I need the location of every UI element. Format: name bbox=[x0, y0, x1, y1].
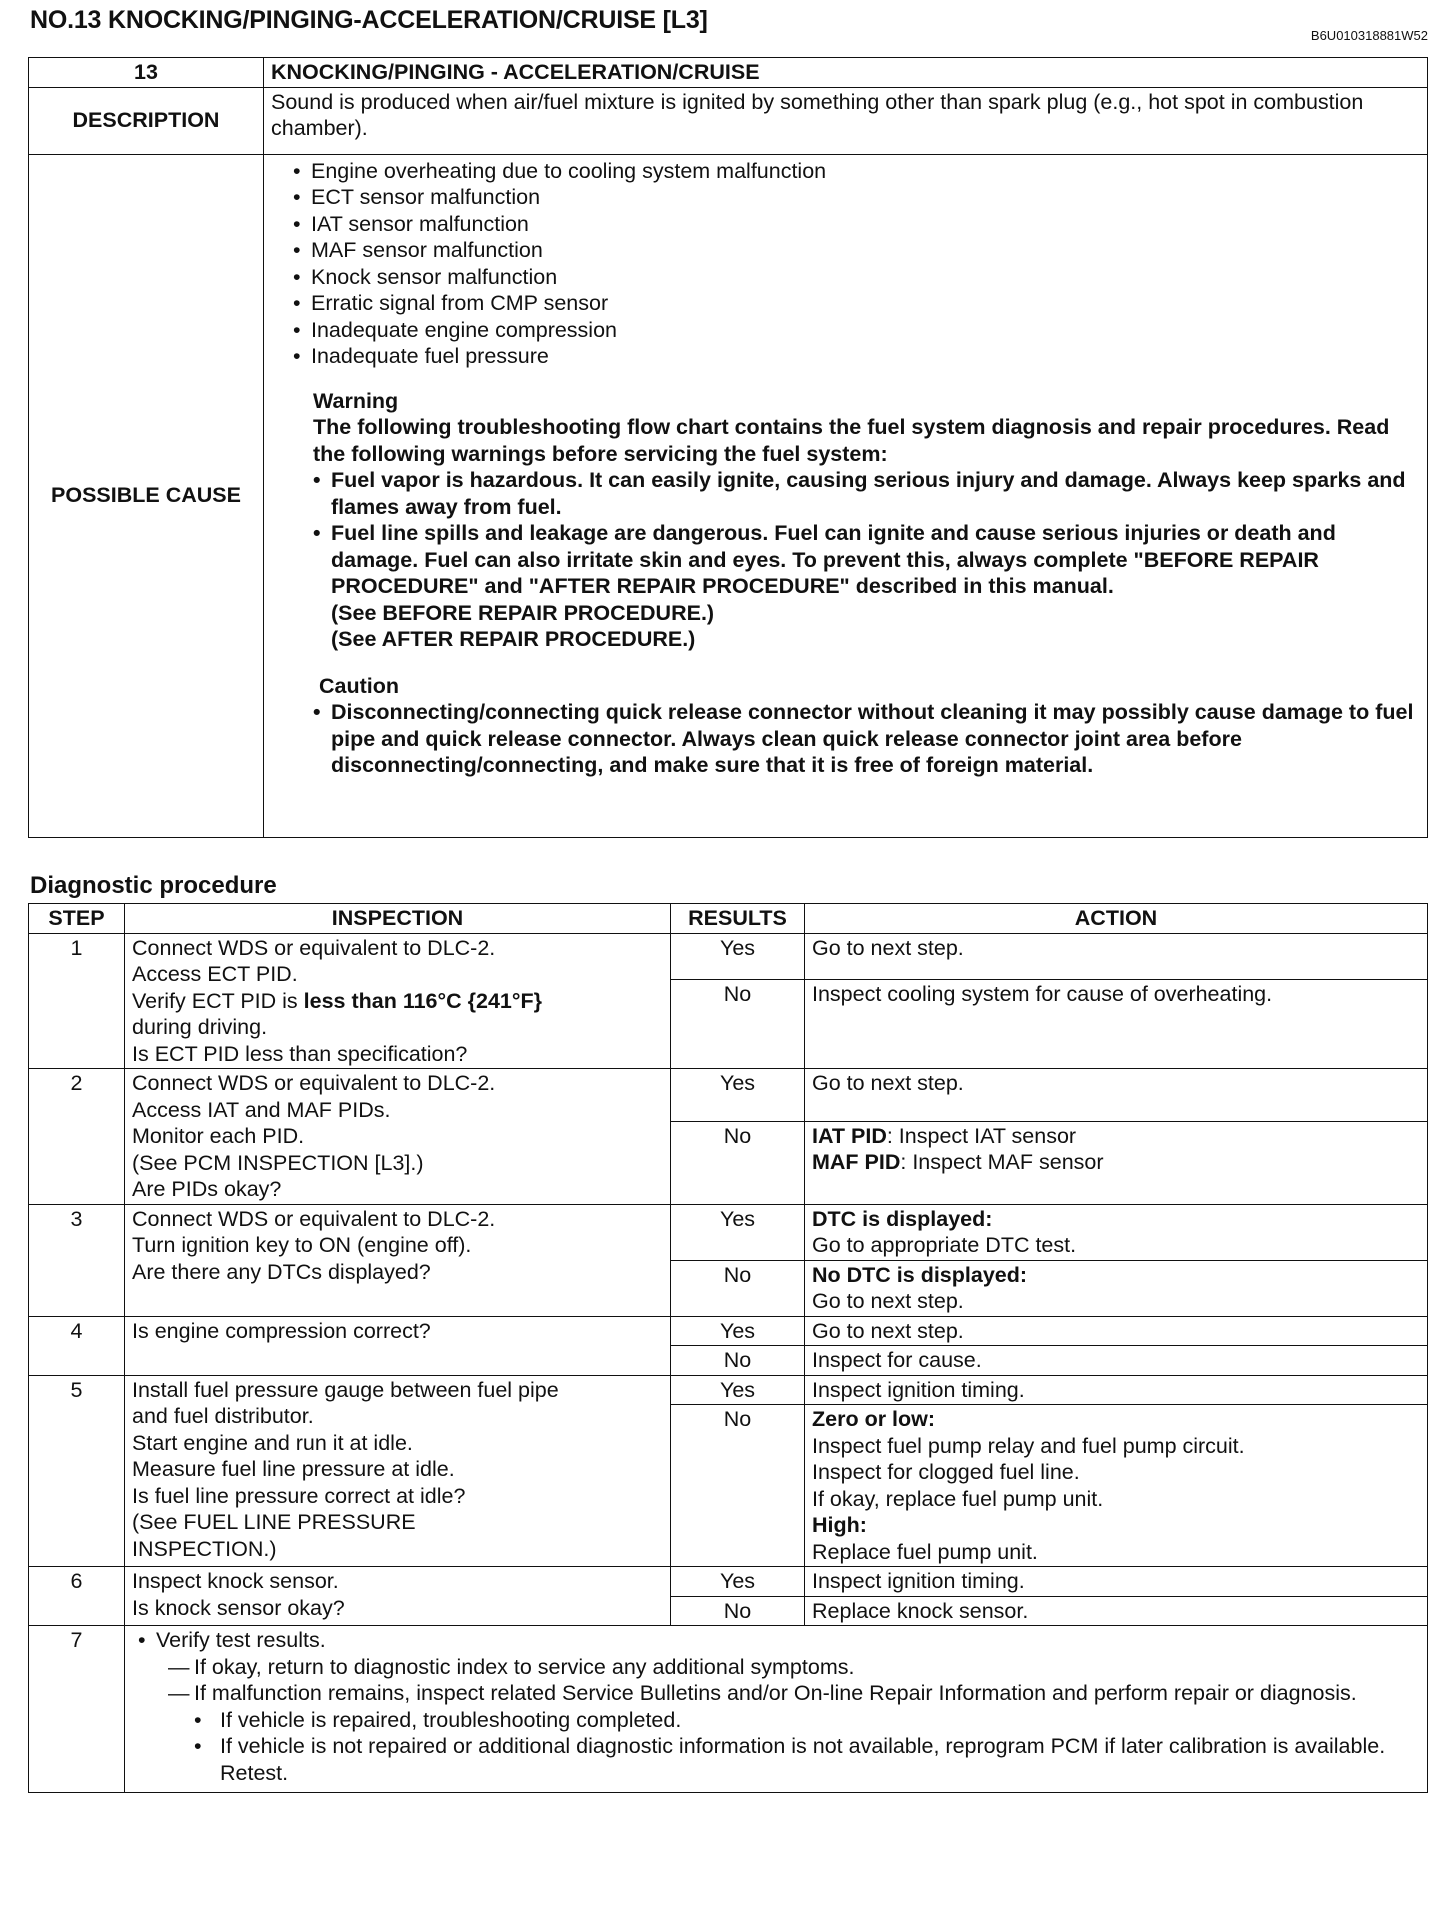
table-row bbox=[29, 1567, 1428, 1597]
result-yes: Yes bbox=[671, 1567, 805, 1597]
step-number: 4 bbox=[29, 1316, 125, 1375]
table-row bbox=[29, 1626, 1428, 1793]
cause-list bbox=[271, 158, 1420, 370]
symptom-title: KNOCKING/PINGING - ACCELERATION/CRUISE bbox=[264, 58, 1428, 88]
result-yes: Yes bbox=[671, 1316, 805, 1346]
step-number: 7 bbox=[29, 1626, 125, 1793]
inspection-line: Connect WDS or equivalent to DLC-2. bbox=[132, 1206, 496, 1231]
inspection-cell bbox=[125, 1204, 671, 1316]
table-row bbox=[29, 1375, 1428, 1405]
list-item: • Knock sensor malfunction bbox=[293, 264, 1420, 291]
list-item: • If vehicle is not repaired or additional diagnostic information is not available, reprogram PCM if later calibration is available. Retest. bbox=[194, 1733, 1420, 1786]
inspection-line bbox=[132, 988, 663, 1015]
table-row bbox=[29, 1204, 1428, 1260]
list-item bbox=[313, 520, 1420, 653]
inspection-cell bbox=[125, 1069, 671, 1205]
page-title: NO.13 KNOCKING/PINGING-ACCELERATION/CRUISE [L3] bbox=[30, 6, 708, 34]
inspection-line: Is knock sensor okay? bbox=[132, 1595, 345, 1620]
action-label: IAT PID bbox=[812, 1123, 887, 1148]
step-number: 2 bbox=[29, 1069, 125, 1205]
list-item: — If malfunction remains, inspect related Service Bulletins and/or On-line Repair Information and perform repair or diagnosis. bbox=[168, 1680, 1420, 1707]
warning-ref-after: (See AFTER REPAIR PROCEDURE.) bbox=[331, 627, 696, 651]
action-no: Replace knock sensor. bbox=[805, 1596, 1428, 1626]
warning-title: Warning bbox=[313, 388, 399, 413]
result-yes: Yes bbox=[671, 1204, 805, 1260]
column-header-results: RESULTS bbox=[671, 904, 805, 934]
list-item: • ECT sensor malfunction bbox=[293, 184, 1420, 211]
inspection-line: Is fuel line pressure correct at idle? bbox=[132, 1483, 466, 1508]
inspection-line: (See PCM INSPECTION [L3].) bbox=[132, 1150, 424, 1175]
inspection-line: Start engine and run it at idle. bbox=[132, 1430, 413, 1455]
action-label: Zero or low: bbox=[812, 1407, 936, 1431]
list-item: • Disconnecting/connecting quick release connector without cleaning it may possibly cause damage to fuel pipe and quick release connector. Always clean quick release connector joint area before disconnecting/connecting, and make sure that it is free of foreign material. bbox=[313, 699, 1420, 779]
inspection-spec: less than 116°C {241°F} bbox=[303, 988, 542, 1013]
list-item: • Engine overheating due to cooling system malfunction bbox=[293, 158, 1420, 185]
action-text: If okay, replace fuel pump unit. bbox=[812, 1486, 1104, 1511]
list-item: • Verify test results. bbox=[138, 1627, 1420, 1654]
column-header-inspection: INSPECTION bbox=[125, 904, 671, 934]
inspection-line: Monitor each PID. bbox=[132, 1124, 305, 1148]
inspection-line: and fuel distributor. bbox=[132, 1404, 314, 1428]
verify-sublist bbox=[132, 1654, 1420, 1707]
action-yes: Inspect ignition timing. bbox=[805, 1567, 1428, 1597]
action-text: Replace fuel pump unit. bbox=[812, 1539, 1038, 1564]
verify-subsublist bbox=[132, 1707, 1420, 1787]
list-item: • Inadequate engine compression bbox=[293, 317, 1420, 344]
diagnostic-table bbox=[28, 903, 1428, 1793]
inspection-line: INSPECTION.) bbox=[132, 1536, 277, 1561]
list-item: — If okay, return to diagnostic index to service any additional symptoms. bbox=[168, 1654, 1420, 1681]
inspection-line: Connect WDS or equivalent to DLC-2. bbox=[132, 935, 496, 960]
verify-cell bbox=[125, 1626, 1428, 1793]
symptom-number: 13 bbox=[29, 58, 264, 88]
table-row bbox=[29, 933, 1428, 980]
inspection-cell bbox=[125, 1375, 671, 1567]
description-text: Sound is produced when air/fuel mixture is ignited by something other than spark plug (e.g., hot spot in combustion chamber). bbox=[264, 87, 1428, 154]
possible-cause-content bbox=[264, 154, 1428, 837]
list-item: • If vehicle is repaired, troubleshooting completed. bbox=[194, 1707, 1420, 1734]
symptom-header-row bbox=[29, 58, 1428, 88]
result-no: No bbox=[671, 1121, 805, 1204]
action-label: DTC is displayed: bbox=[812, 1206, 993, 1231]
action-no bbox=[805, 1405, 1428, 1567]
inspection-line: Access IAT and MAF PIDs. bbox=[132, 1097, 391, 1122]
action-text: : Inspect IAT sensor bbox=[886, 1123, 1077, 1148]
result-yes: Yes bbox=[671, 1375, 805, 1405]
action-no: Inspect for cause. bbox=[805, 1346, 1428, 1376]
table-row bbox=[29, 1316, 1428, 1346]
action-line bbox=[812, 1149, 1420, 1176]
inspection-line: Inspect knock sensor. bbox=[132, 1569, 339, 1593]
action-label: MAF PID bbox=[812, 1150, 901, 1174]
inspection-line: during driving. bbox=[132, 1015, 268, 1039]
result-no: No bbox=[671, 1346, 805, 1376]
warning-ref-before: (See BEFORE REPAIR PROCEDURE.) bbox=[331, 600, 715, 625]
action-label: No DTC is displayed: bbox=[812, 1262, 1028, 1287]
description-label: DESCRIPTION bbox=[29, 87, 264, 154]
list-item: • IAT sensor malfunction bbox=[293, 211, 1420, 238]
warning-box bbox=[313, 388, 1420, 653]
inspection-line: Install fuel pressure gauge between fuel pipe bbox=[132, 1377, 559, 1402]
action-yes bbox=[805, 1204, 1428, 1260]
inspection-line: Measure fuel line pressure at idle. bbox=[132, 1457, 455, 1481]
result-no: No bbox=[671, 980, 805, 1069]
inspection-line: Are there any DTCs displayed? bbox=[132, 1259, 431, 1284]
result-no: No bbox=[671, 1596, 805, 1626]
list-item: • Erratic signal from CMP sensor bbox=[293, 290, 1420, 317]
caution-box bbox=[319, 673, 1420, 779]
caution-list bbox=[313, 699, 1420, 779]
table-header-row bbox=[29, 904, 1428, 934]
column-header-step: STEP bbox=[29, 904, 125, 934]
list-item: • Inadequate fuel pressure bbox=[293, 343, 1420, 370]
inspection-cell bbox=[125, 933, 671, 1069]
inspection-line: Access ECT PID. bbox=[132, 962, 298, 986]
warning-item-text: Fuel line spills and leakage are dangerous. Fuel can ignite and cause serious injuries or death and damage. Fuel can also irritate skin and eyes. To prevent this, always complete "BEFORE REPAIR PROCEDURE" and "AFTER REPAIR PROCEDURE" described in this manual. bbox=[331, 521, 1336, 598]
action-yes: Go to next step. bbox=[805, 1316, 1428, 1346]
action-text: : Inspect MAF sensor bbox=[900, 1150, 1104, 1174]
result-yes: Yes bbox=[671, 933, 805, 980]
warning-intro: The following troubleshooting flow chart contains the fuel system diagnosis and repair procedures. Read the following warnings before servicing the fuel system: bbox=[313, 415, 1390, 466]
action-no bbox=[805, 1260, 1428, 1316]
result-no: No bbox=[671, 1405, 805, 1567]
description-row bbox=[29, 87, 1428, 154]
step-number: 3 bbox=[29, 1204, 125, 1316]
inspection-line: Turn ignition key to ON (engine off). bbox=[132, 1233, 472, 1257]
verify-list bbox=[132, 1627, 1420, 1654]
inspection-cell bbox=[125, 1567, 671, 1626]
inspection-line: Are PIDs okay? bbox=[132, 1177, 282, 1201]
action-text: Go to next step. bbox=[812, 1289, 964, 1313]
possible-cause-row bbox=[29, 154, 1428, 837]
section-title: Diagnostic procedure bbox=[30, 872, 277, 899]
document-id: B6U010318881W52 bbox=[1310, 28, 1428, 43]
list-item: • Fuel vapor is hazardous. It can easily ignite, causing serious injury and damage. Always keep sparks and flames away from fuel. bbox=[313, 467, 1420, 520]
inspection-line: (See FUEL LINE PRESSURE bbox=[132, 1510, 416, 1534]
action-text: Inspect for clogged fuel line. bbox=[812, 1460, 1080, 1484]
warning-list bbox=[313, 467, 1420, 653]
symptom-table bbox=[28, 57, 1428, 838]
action-yes: Go to next step. bbox=[805, 1069, 1428, 1122]
inspection-line: Connect WDS or equivalent to DLC-2. bbox=[132, 1071, 496, 1095]
action-line bbox=[812, 1123, 1420, 1150]
action-yes: Inspect ignition timing. bbox=[805, 1375, 1428, 1405]
possible-cause-label: POSSIBLE CAUSE bbox=[29, 154, 264, 837]
inspection-cell bbox=[125, 1316, 671, 1375]
action-label: High: bbox=[812, 1513, 867, 1537]
step-number: 5 bbox=[29, 1375, 125, 1567]
action-text: Go to appropriate DTC test. bbox=[812, 1233, 1077, 1257]
step-number: 1 bbox=[29, 933, 125, 1069]
action-text: Inspect fuel pump relay and fuel pump circuit. bbox=[812, 1433, 1245, 1458]
caution-title: Caution bbox=[319, 673, 400, 698]
step-number: 6 bbox=[29, 1567, 125, 1626]
result-yes: Yes bbox=[671, 1069, 805, 1122]
action-no: Inspect cooling system for cause of overheating. bbox=[805, 980, 1428, 1069]
result-no: No bbox=[671, 1260, 805, 1316]
list-item: • MAF sensor malfunction bbox=[293, 237, 1420, 264]
action-no bbox=[805, 1121, 1428, 1204]
table-row bbox=[29, 1069, 1428, 1122]
inspection-text: Verify ECT PID is bbox=[132, 988, 304, 1013]
inspection-line: Is ECT PID less than specification? bbox=[132, 1041, 468, 1066]
column-header-action: ACTION bbox=[805, 904, 1428, 934]
inspection-line: Is engine compression correct? bbox=[132, 1318, 431, 1343]
action-yes: Go to next step. bbox=[805, 933, 1428, 980]
